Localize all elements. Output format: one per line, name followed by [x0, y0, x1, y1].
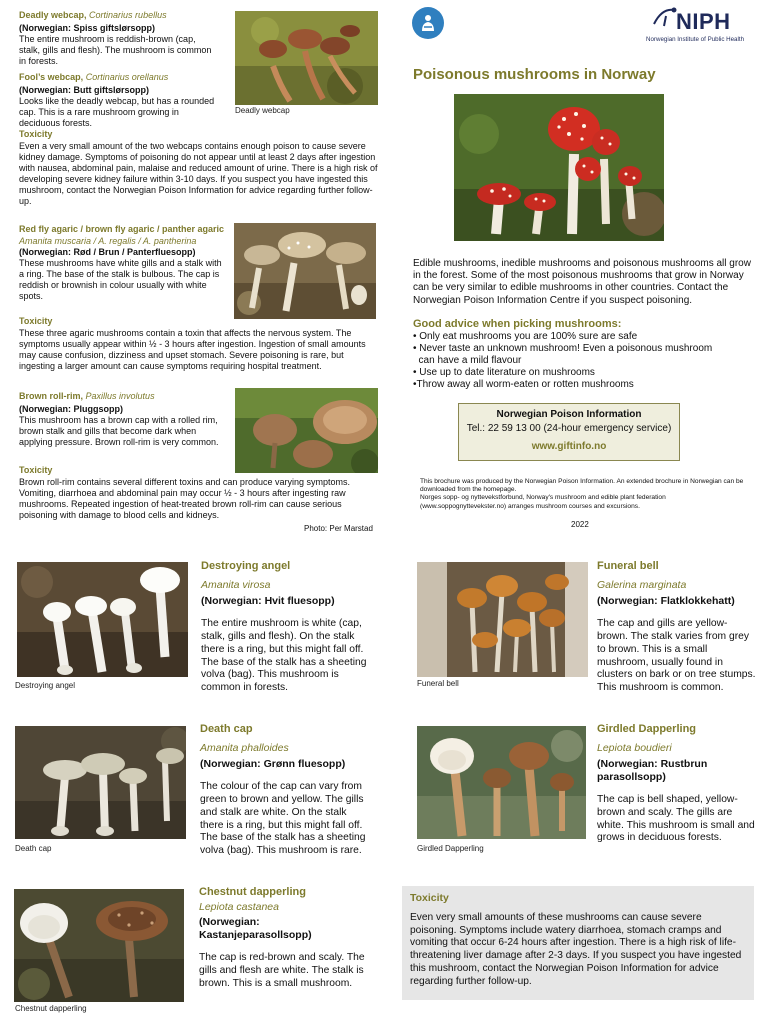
year: 2022	[571, 520, 589, 529]
contact-title: Norwegian Poison Information	[496, 409, 642, 420]
flyagaric-toxicity-body: These three agaric mushrooms contain a toxin that affects the nervous system. The symptoms usually appear within ½ - 3 hours after ingestion. Ingestion of small amounts may cause confusion, dizziness and upset stomach. Severe poisoning is rare, but ingesting a larger amount can cause symptoms requiring hospital treatment.	[19, 327, 366, 371]
flyagaric-section	[19, 224, 226, 302]
flyagaric-body: These mushrooms have white gills and a stalk with a ring. The base of the stalk is bulbous. The cap is reddish or brownish in colour usually with white spots.	[19, 257, 222, 301]
destroying-angel-photo	[17, 562, 188, 677]
funeral-bell-norwegian: (Norwegian: Flatklokkehatt)	[597, 595, 735, 608]
chestnut-dapperling-body: The cap is red-brown and scaly. The gills and flesh are white. The stalk is brown. This is a small mushroom.	[199, 951, 365, 989]
fools-webcap-norwegian: (Norwegian: Butt giftslørsopp)	[19, 84, 149, 95]
advice-item: • Never taste an unknown mushroom! Even a poisonous mushroom	[413, 343, 713, 354]
rollrim-toxicity-body: Brown roll-rim contains several different toxins and can produce varying symptoms. Vomiting, diarrhoea and abdominal pain may occur ½ - 3 hours after ingesting raw mushrooms. Repeated ingestion of heat-treated brown roll-rim can cause serious poisoning with damage to blood cells and kidneys.	[19, 476, 350, 520]
destroying-angel-title: Destroying angel	[201, 560, 291, 572]
flyagaric-toxicity	[19, 316, 379, 372]
rollrim-photo	[235, 388, 378, 473]
funeral-bell-caption: Funeral bell	[417, 679, 459, 688]
webcap-title: Deadly webcap,	[19, 10, 87, 20]
funeral-bell-text	[597, 560, 757, 695]
webcap-body: The entire mushroom is reddish-brown (cap, stalk, gills and flesh). The mushroom is common in forests.	[19, 33, 212, 66]
funeral-bell-photo	[417, 562, 588, 677]
rollrim-toxicity	[19, 465, 379, 521]
deadly-webcap-photo	[235, 11, 378, 105]
fools-webcap-body: Looks like the deadly webcap, but has a rounded cap. This is a rare mushroom growing in deciduous forests.	[19, 95, 215, 128]
flyagaric-latin: Amanita muscaria / A. regalis / A. pantherina	[19, 235, 197, 246]
niph-wordmark: NIPH	[676, 9, 731, 34]
funeral-bell-title: Funeral bell	[597, 560, 659, 572]
niph-subtitle: Norwegian Institute of Public Health	[646, 36, 745, 43]
rollrim-title: Brown roll-rim,	[19, 391, 84, 401]
funeral-bell-body: The cap and gills are yellow-brown. The stalk varies from grey to brown. This is a small mushroom, usually found in clusters on bark or on tree stumps. This mushroom is common.	[597, 618, 756, 694]
death-cap-body: The colour of the cap can vary from green to brown and yellow. The gills and stalk are white. On the stalk there is a ring, but this might fall off. The base of the stalk has a sheeting volva (bag). This mushroom is rare.	[200, 781, 366, 857]
webcap-toxicity-body: Even a very small amount of the two webcaps contains enough poison to cause severe kidney damage. Symptoms of poisoning do not appear until at least 2 days after ingestion with nausea, abdominal pain, malaise and reduced amount of urine. There is a high risk of developing severe kidney failure within 3-10 days. If you suspect you have ingested this mushroom, contact the Norwegian Poison Information for advice regarding further follow-up.	[19, 140, 378, 206]
chestnut-dapperling-caption: Chestnut dapperling	[15, 1004, 87, 1013]
contact-phone: Tel.: 22 59 13 00 (24-hour emergency service)	[466, 423, 672, 435]
footnote-line-2: Norges sopp- og nyttevekstforbund, Norway's mushroom and edible plant federation	[420, 494, 666, 502]
contact-box	[458, 403, 680, 461]
webcap-toxicity-title: Toxicity	[19, 129, 53, 139]
advice-item: •Throw away all worm-eaten or rotten mushrooms	[413, 379, 634, 390]
footnote-line-1: This brochure was produced by the Norwegian Poison Information. An extended brochure in Norwegian can be downloaded from the homepage.	[420, 478, 744, 494]
toxicity-box-title: Toxicity	[410, 892, 449, 904]
destroying-angel-latin: Amanita virosa	[201, 579, 271, 592]
chestnut-dapperling-text	[199, 886, 374, 990]
toxicity-box	[402, 886, 754, 1000]
webcap-toxicity	[19, 129, 379, 207]
funeral-bell-latin: Galerina marginata	[597, 579, 687, 592]
advice-title: Good advice when picking mushrooms:	[413, 318, 622, 330]
advice-item: • Use up to date literature on mushrooms	[413, 367, 595, 378]
photo-credit: Photo: Per Marstad	[304, 524, 373, 533]
advice-item: • Only eat mushrooms you are 100% sure are safe	[413, 331, 638, 342]
death-cap-text	[200, 723, 370, 858]
rollrim-latin: Paxillus involutus	[85, 391, 155, 401]
destroying-angel-caption: Destroying angel	[15, 681, 76, 690]
chestnut-dapperling-photo	[14, 889, 184, 1002]
chestnut-dapperling-norwegian: (Norwegian: Kastanjeparasollsopp)	[199, 916, 312, 941]
fly-agaric-cover-photo	[454, 94, 664, 241]
girdled-dapperling-body: The cap is bell shaped, yellow-brown and scaly. The gills are white. This mushroom is small and grows in deciduous forests.	[597, 793, 755, 844]
rollrim-body: This mushroom has a brown cap with a rolled rim, brown stalk and gills that become dark when applying pressure. Brown roll-rim is very common.	[19, 414, 219, 447]
fools-webcap-latin: Cortinarius orellanus	[85, 71, 169, 82]
death-cap-latin: Amanita phalloides	[200, 742, 289, 755]
toxicity-box-body: Even very small amounts of these mushrooms can cause severe poisoning. Symptoms include watery diarrhoea, stomach cramps and vomiting that occur 6-24 hours after ingestion. There is a high risk of life-threatening liver damage after 2-3 days. If you suspect you have ingested this mushroom, contact the Norwegian Poison Information for advice regarding further follow-up.	[410, 911, 742, 988]
destroying-angel-body: The entire mushroom is white (cap, stalk, gills and flesh). On the stalk there is a ring, but this might fall off. The base of the stalk has a sheeting volva (bag). This mushroom is common in forests.	[201, 618, 367, 694]
rollrim-norwegian: (Norwegian: Pluggsopp)	[19, 403, 123, 414]
girdled-dapperling-photo	[417, 726, 586, 839]
death-cap-caption: Death cap	[15, 844, 52, 853]
advice-item: can have a mild flavour	[413, 355, 522, 366]
flyagaric-title: Red fly agaric / brown fly agaric / panther agaric	[19, 224, 225, 234]
chestnut-dapperling-latin: Lepiota castanea	[199, 901, 279, 914]
webcap-latin: Cortinarius rubellus	[89, 10, 167, 20]
girdled-dapperling-latin: Lepiota boudieri	[597, 742, 672, 755]
niph-logo	[646, 6, 764, 46]
webcap-norwegian: (Norwegian: Spiss giftslørsopp)	[19, 22, 156, 33]
death-cap-photo	[15, 726, 186, 839]
brochure-footnote	[420, 478, 760, 511]
flyagaric-norwegian: (Norwegian: Rød / Brun / Panterfluesopp)	[19, 246, 196, 257]
destroying-angel-text	[201, 560, 371, 695]
girdled-dapperling-title: Girdled Dapperling	[597, 723, 697, 735]
advice-list	[413, 331, 758, 391]
destroying-angel-norwegian: (Norwegian: Hvit fluesopp)	[201, 595, 335, 608]
niph-logo-mark-icon	[652, 6, 678, 28]
contact-website-link[interactable]: www.giftinfo.no	[531, 441, 607, 453]
death-cap-title: Death cap	[200, 723, 253, 735]
flyagaric-photo	[234, 223, 376, 319]
cover-intro: Edible mushrooms, inedible mushrooms and poisonous mushrooms all grow in the forest. Some of the most poisonous mushrooms that grow in Norway can be very similar to edible mushrooms in other countries. Contact the Norwegian Poison Information Centre if you suspect poisoning.	[413, 258, 751, 306]
cover-title: Poisonous mushrooms in Norway	[413, 66, 656, 83]
rollrim-toxicity-title: Toxicity	[19, 465, 53, 475]
deadly-webcap-caption: Deadly webcap	[235, 106, 290, 115]
poison-info-logo-icon	[412, 7, 444, 39]
chestnut-dapperling-title: Chestnut dapperling	[199, 886, 306, 898]
death-cap-norwegian: (Norwegian: Grønn fluesopp)	[200, 758, 346, 771]
flyagaric-toxicity-title: Toxicity	[19, 316, 53, 326]
rollrim-section	[19, 391, 226, 448]
footnote-link[interactable]: (www.soppognyttevekster.no) arranges mushroom courses and excursions.	[420, 502, 640, 510]
webcap-section	[19, 10, 216, 129]
girdled-dapperling-caption: Girdled Dapperling	[417, 844, 484, 853]
girdled-dapperling-norwegian: (Norwegian: Rustbrun parasollsopp)	[597, 758, 708, 783]
fools-webcap-title: Fool’s webcap,	[19, 71, 84, 82]
girdled-dapperling-text	[597, 723, 757, 845]
